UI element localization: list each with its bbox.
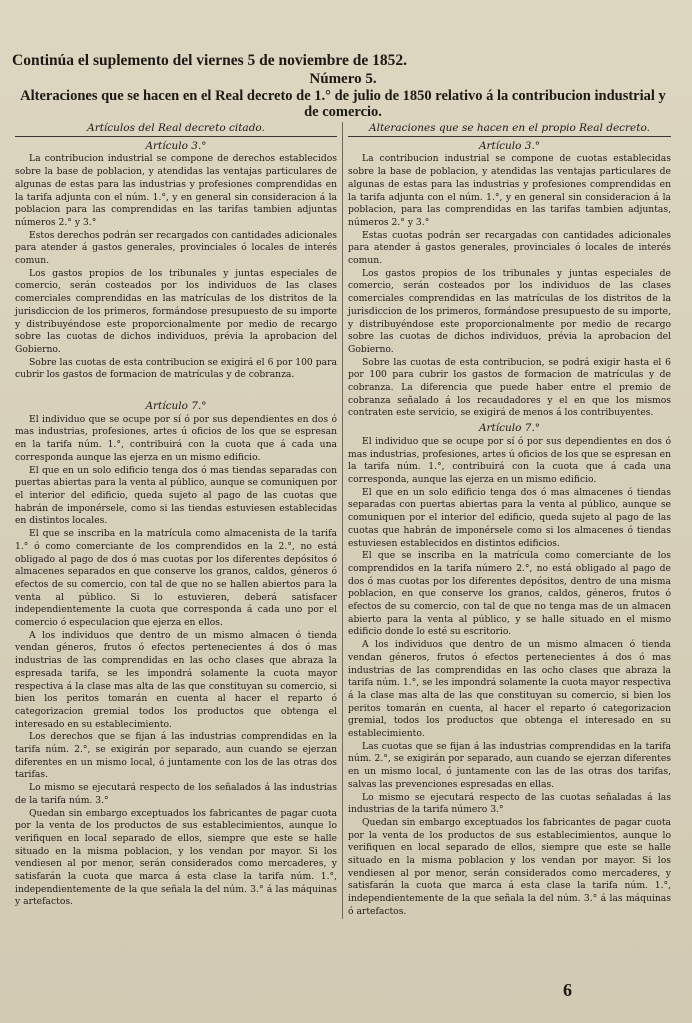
paragraph: A los individuos que dentro de un mismo almacen ó tienda vendan géneros, frutos ó efectos pertenecientes á dos ó mas industrias de las comprendidas en las ocho clases que abraza la espresada tarifa, se les impondrá solamente la cuota mayor respectiva á la clase mas alta de las que constituyan su comercio, si bien los peritos tomarán en cuenta al hacer el reparto ó categorizacion gremial todos los productos que obtenga el interesado en su establecimiento. — [15, 629, 337, 730]
page-number: 6 — [563, 980, 572, 1000]
paragraph: Las cuotas que se fijan á las industrias comprendidas en la tarifa núm. 2.°, se exigirán por separado, aun cuando se ejerzan diferentes en un mismo local, ó juntamente con las de las otras dos tarifas, salvas las prevenciones espresadas en ellas. — [348, 740, 671, 790]
paragraph: Sobre las cuotas de esta contribucion, se podrá exigir hasta el 6 por 100 para cubrir los gastos de formacion de matrículas y de cobranza. La diferencia que puede haber entre el premio de cobranza señalado á los recaudadores y el en que los mismos contraten este servicio, se exigirá de menos á los contribuyentes. — [348, 356, 671, 419]
paragraph: El que se inscriba en la matrícula como almacenista de la tarifa 1.° ó como comerciante de los comprendidos en la 2.°, no está obligado al pago de dos ó mas cuotas por los diferentes depósitos ó almacenes separados en que conserve los granos, caldos, géneros ó efectos de su comercio, con tal de que no se hallen abiertos para la venta al público. Si lo estuvieren, deberá satisfacer independientemente la cuota que corresponda á cada uno por el comercio ó especulacion que ejerza en ellos. — [15, 528, 337, 629]
paragraph: Sobre las cuotas de esta contribucion se exigirá el 6 por 100 para cubrir los gastos de formacion de matrículas y de cobranza. — [15, 356, 337, 381]
paragraph: Lo mismo se ejecutará respecto de las cuotas señaladas á las industrias de la tarifa número 3.° — [348, 791, 671, 816]
paragraph: Los gastos propios de los tribunales y juntas especiales de comercio, serán costeados por los individuos de las clases comerciales comprendidas en las matrículas de los distritos de la jurisdiccion de los primeros, formándose presupuesto de su importe y distribuyéndose este proporcionalmente por medio de recargo sobre las cuotas de dichos individuos, prévia la aprobacion del Gobierno. — [15, 267, 337, 355]
paragraph: Los gastos propios de los tribunales y juntas especiales de comercio, serán costeados por los individuos de las clases comerciales comprendidas en las matrículas de los distritos de la jurisdiccion de los primeros, formándose presupuesto de su importe, y distribuyéndose este proporcionalmente por medio de recargo sobre las cuotas de dichos individuos, prévia la aprobacion del Gobierno. — [348, 267, 671, 355]
number-title: Número 5. — [309, 71, 377, 87]
right-column-heading: Alteraciones que se hacen en el propio Real decreto. — [348, 122, 671, 137]
paragraph: Estos derechos podrán ser recargados con cantidades adicionales para atender á gastos generales, provinciales ó locales de interés comun. — [15, 229, 337, 267]
paragraph: Los derechos que se fijan á las industrias comprendidas en la tarifa núm. 2.°, se exigirán por separado, aun cuando se ejerzan diferentes en un mismo local, ó juntamente con los de las otras dos tarifas. — [15, 731, 337, 781]
paragraph: Quedan sin embargo exceptuados los fabricantes de pagar cuota por la venta de los productos de sus establecimientos, aunque lo verifiquen en local separado de ellos, siempre que este se halle situado en la misma poblacion, y los vendan por mayor. Si los vendiesen al por menor, serán considerados como mercaderes, y satisfarán la cuota que marca á esta clase la tarifa núm. 1.°, independientemente de la que señala la del núm. 3.° á las máquinas y artefactos. — [15, 807, 337, 908]
paragraph: Estas cuotas podrán ser recargadas con cantidades adicionales para atender á gastos generales, provinciales ó locales de interés comun. — [348, 229, 671, 267]
paragraph: El individuo que se ocupe por sí ó por sus dependientes en dos ó mas industrias, profesiones, artes ú oficios de los que se espresan en la tarifa núm. 1.°, contribuirá con la cuota que á cada una corresponda aunque las ejerza en un mismo edificio. — [15, 413, 337, 463]
left-column — [10, 122, 343, 919]
left-article-3-title: Artículo 3.° — [145, 139, 207, 152]
paragraph: Quedan sin embargo exceptuados los fabricantes de pagar cuota por la venta de los productos de sus establecimientos, aunque lo verifiquen en local separado de ellos, siempre que este se halle situado en la misma poblacion y los vendan por mayor. Si los vendiesen al por menor, serán considerados como mercaderes, y satisfarán la cuota que marca á esta clase la tarifa núm. 1.°, independientemente de la que señala la del núm. 3.° á las máquinas ó artefactos. — [348, 816, 671, 917]
paragraph: Lo mismo se ejecutará respecto de los señalados á las industrias de la tarifa núm. 3.° — [15, 782, 337, 806]
paragraph: El que en un solo edificio tenga dos ó mas almacenes ó tiendas separadas con puertas abiertas para la venta al público, aunque se comuniquen por el interior del edificio, queda sujeto al pago de las cuotas que habrán de imponérsele como si los almacenes ó tiendas estuviesen establecidos en distintos edificios. — [348, 486, 671, 549]
right-article-7-title: Artículo 7.° — [478, 422, 541, 435]
paragraph: La contribucion industrial se compone de cuotas establecidas sobre la base de poblacion, y atendidas las ventajas particulares de algunas de estas para las industrias y profesiones comprendidas en la tarifa adjunta con el núm. 1.°, y en general sin consideracion á la poblacion, para las comprendidas en las tarifas tambien adjuntas, números 2.° y 3.° — [348, 153, 671, 228]
supplement-title: Continúa el suplemento del viernes 5 de noviembre de 1852. — [12, 52, 407, 69]
paragraph: El que en un solo edificio tenga dos ó mas tiendas separadas con puertas abiertas para la venta al público, aunque se comuniquen por el interior del edificio, queda sujeto al pago de las cuotas que habrán de imponérsele, como si las tiendas estuviesen establecidas en distintos locales. — [15, 464, 337, 527]
right-article-3-title: Artículo 3.° — [478, 139, 541, 152]
paragraph: A los individuos que dentro de un mismo almacen ó tienda vendan géneros, frutos ó efectos pertenecientes á dos ó mas industrias de las comprendidas en las ocho clases que abraza la tarifa núm. 1.°, se les impondrá solamente la cuota mayor respectiva á la clase mas alta de las que constituyan su comercio, si bien los peritos tomarán en cuenta, al hacer el reparto ó categorizacion gremial, todos los productos que obtenga el interesado en su establecimiento. — [348, 639, 671, 740]
left-column-heading: Artículos del Real decreto citado. — [15, 122, 337, 137]
left-article-7-title: Artículo 7.° — [145, 400, 207, 413]
right-column — [343, 122, 676, 919]
paragraph: La contribucion industrial se compone de derechos establecidos sobre la base de poblacion, y atendidas las ventajas particulares de algunas de estas para las industrias y profesiones comprendidas en la tarifa adjunta con el núm. 1.°, y en general sin consideracion á la poblacion para las comprendidas en las tarifas tambien adjuntas números 2.° y 3.° — [15, 153, 337, 228]
paragraph: El individuo que se ocupe por sí ó por sus dependientes en dos ó mas industrias, profesiones, artes ú oficios de los que se espresan en la tarifa núm. 1.°, contribuirá con la cuota que á cada una corresponda, aunque las ejerza en un mismo edificio. — [348, 435, 671, 485]
document-title: Alteraciones que se hacen en el Real decreto de 1.° de julio de 1850 relativo á la contribucion industrial y de comercio. — [20, 88, 666, 120]
two-column-body — [10, 122, 676, 919]
paragraph: El que se inscriba en la matrícula como comerciante de los comprendidos en la tarifa número 2.°, no está obligado al pago de dos ó mas cuotas por los diferentes depósitos, dentro de una misma poblacion, en que conserve los granos, caldos, géneros, frutos ó efectos de su comercio, con tal de que no tenga mas de un almacen abierto para la venta al público, y se halle situado en el mismo edificio donde lo esté su escritorio. — [348, 550, 671, 638]
